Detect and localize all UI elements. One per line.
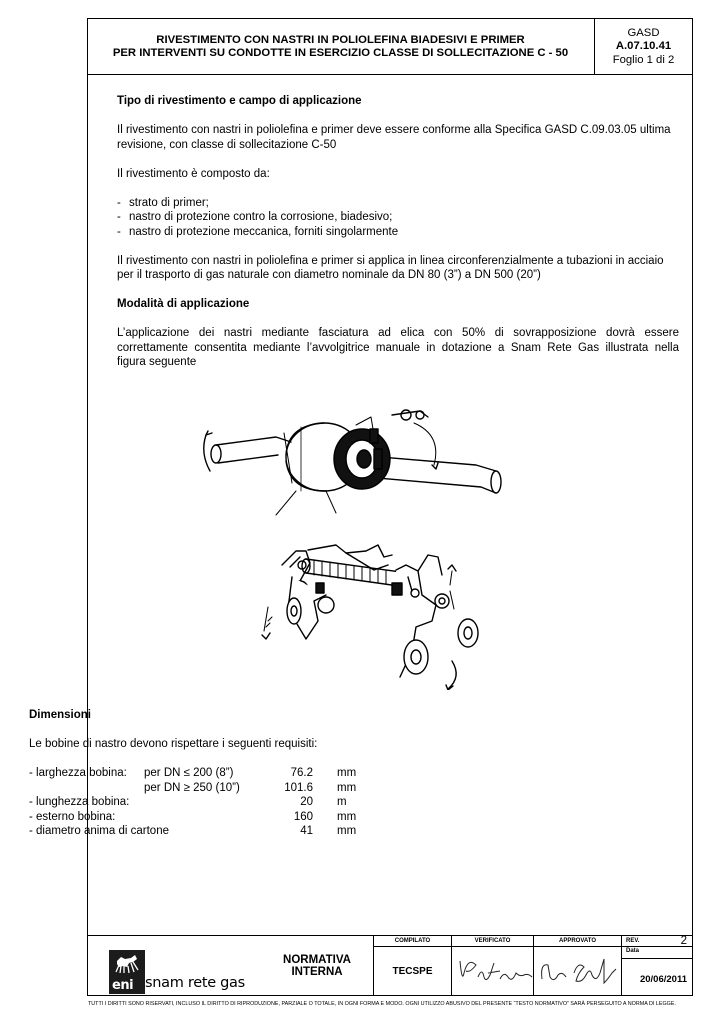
document-header [88,19,692,75]
wrapping-machine-drawing [196,395,506,690]
list-item: - strato di primer; [117,196,679,211]
dim-value: 101.6 [284,781,313,794]
compilato-value: TECSPE [392,966,433,977]
title-line-2: PER INTERVENTI SU CONDOTTE IN ESERCIZIO CLASSE DI SOLLECITAZIONE C - 50 [112,47,569,59]
dim-label: - esterno bobina: [29,810,116,823]
rev-label: REV. [626,938,640,944]
dim-row-larghezza-2 [29,781,357,796]
section-heading-dimensioni: Dimensioni [29,709,91,721]
compilato-label: COMPILATO [394,938,431,944]
dimensions-section [29,708,357,839]
dim-value: 160 [293,810,313,823]
method-paragraph-line-2: correttamente consentita mediante l’avvolgitrice manuale in dotazione a Snam Rete Gas illustrata nella [117,341,679,354]
verificato-label: VERIFICATO [474,938,511,944]
dim-row-esterno [29,810,357,825]
document-code-box [594,19,692,75]
document-code: A.07.10.41 [615,40,672,53]
dim-row-anima [29,824,357,839]
spec-paragraph-line-2: revisione, con classe di sollecitazione C-50 [117,138,337,151]
dim-label: - larghezza bobina: [29,767,127,779]
sheet-number: Foglio 1 di 2 [612,53,675,66]
dim-value: 41 [300,825,313,837]
snam-wordmark: snam rete gas [145,975,245,991]
approvato-label: APPROVATO [558,938,596,944]
copyright-notice: TUTTI I DIRITTI SONO RISERVATI, INCLUSO IL DIRITTO DI RIPRODUZIONE, PARZIALE O TOTALE, IN OGNI FORMA E MODO. OGNI UTILIZZO ABUSIVO DEL PRESENTE “TESTO NORMATIVO” SARÀ PERSEGUITO A NORMA DI LEGGE. [88,1001,676,1007]
application-paragraph-line-1: Il rivestimento con nastri in poliolefina e primer si applica in linea circonferenzialmente a tubazioni in acciaio [117,254,664,267]
org-label: GASD [627,26,660,39]
eni-wordmark: eni [112,978,134,993]
data-label: Data [626,948,640,954]
normativa-line-1: NORMATIVA [283,954,351,966]
dim-value: 76.2 [290,767,313,779]
dim-label: - diametro anima di cartone [29,825,169,837]
body-text [117,94,679,370]
dimensions-intro: Le bobine di nastro devono rispettare i seguenti requisiti: [29,738,318,750]
dim-unit: mm [337,767,357,779]
dim-unit: mm [337,810,357,823]
dim-label: - lunghezza bobina: [29,796,130,808]
spec-paragraph-line-1: Il rivestimento con nastri in poliolefina e primer deve essere conforme alla Specifica GASD C.09.03.05 ultima [117,124,671,136]
document-title [88,19,593,75]
section-heading-tipo: Tipo di rivestimento e campo di applicazione [117,95,362,107]
list-item: - nastro di protezione meccanica, forniti singolarmente [117,225,679,240]
dim-row-lunghezza [29,795,347,810]
section-heading-modalita: Modalità di applicazione [117,298,250,310]
normativa-line-2: INTERNA [291,966,343,978]
list-item: - nastro di protezione contro la corrosione, biadesivo; [117,210,679,225]
dim-unit: m [337,796,347,808]
dim-condition: per DN ≥ 250 (10”) [144,781,240,794]
rev-value: 2 [680,935,687,947]
dim-value: 20 [300,796,313,808]
method-paragraph-line-3: figura seguente [117,356,197,368]
application-paragraph-line-2: per il trasporto di gas naturale con diametro nominale da DN 80 (3”) a DN 500 (20”) [117,269,541,281]
composition-intro: Il rivestimento è composto da: [117,167,270,180]
dim-row-larghezza-1 [29,766,357,781]
document-date: 20/06/2011 [639,974,687,985]
dim-condition: per DN ≤ 200 (8”) [144,767,234,779]
title-line-1: RIVESTIMENTO CON NASTRI IN POLIOLEFINA BIADESIVI E PRIMER [156,34,525,46]
dim-unit: mm [337,825,357,837]
method-paragraph-line-1: L’applicazione dei nastri mediante fasciatura ad elica con 50% di sovrapposizione dovrà essere [117,327,679,339]
composition-list [117,196,679,240]
dim-unit: mm [337,781,357,794]
